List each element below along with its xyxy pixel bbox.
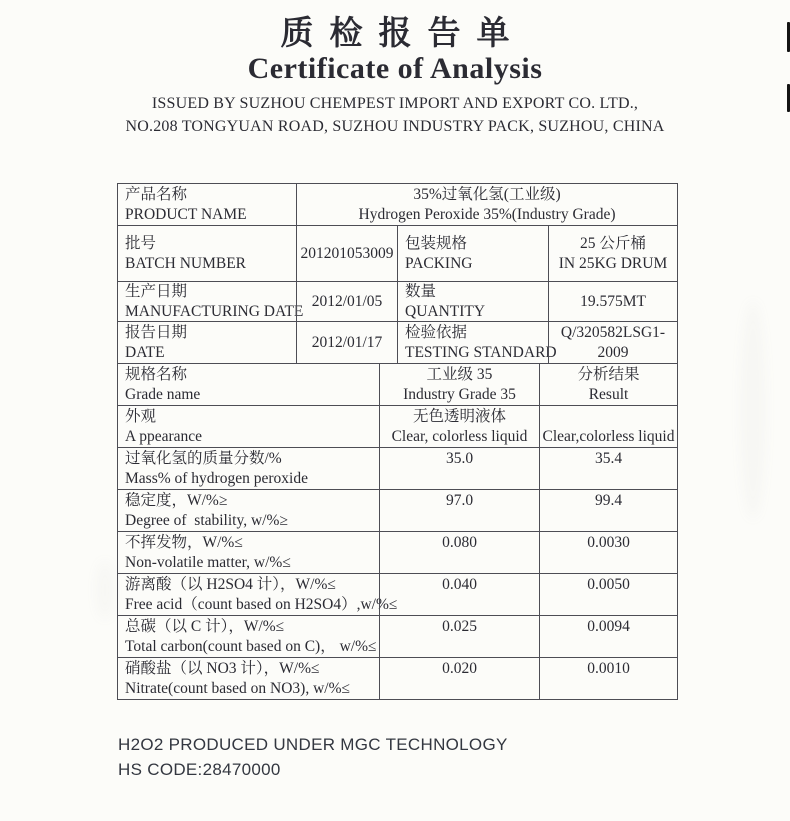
spec-value-line2: Clear, colorless liquid <box>391 427 528 445</box>
testing-standard-label-cell <box>397 322 557 363</box>
spec-label-cell <box>118 658 379 699</box>
mfg-date-label-en: MANUFACTURING DATE <box>125 302 304 320</box>
spec-value-line2 <box>380 469 539 489</box>
quantity-value: 19.575MT <box>580 292 646 310</box>
scan-smudge <box>96 560 114 620</box>
spec-value-cell <box>379 532 539 573</box>
batch-number-label-cell <box>118 226 296 281</box>
mfg-date-label-zh: 生产日期 <box>125 282 188 300</box>
batch-label-zh: 批号 <box>125 234 157 252</box>
result-value-cell <box>539 574 677 615</box>
grade-name-label-cell <box>118 364 379 405</box>
spec-value-cell <box>379 406 539 447</box>
packing-value-zh: 25 公斤桶 <box>580 234 646 252</box>
batch-number-value-cell <box>296 226 397 281</box>
testing-standard-label-zh: 检验依据 <box>405 323 468 341</box>
spec-label-en: Non-volatile matter, w/%≤ <box>125 553 291 571</box>
grade-header-zh: 工业级 35 <box>426 365 493 383</box>
spec-value-line2 <box>380 553 539 573</box>
spec-value-line1: 97.0 <box>445 491 474 509</box>
packing-label-en: PACKING <box>405 254 473 272</box>
product-name-label-en: PRODUCT NAME <box>125 205 247 223</box>
quantity-value-cell <box>548 282 677 321</box>
spec-label-cell <box>118 532 379 573</box>
packing-value-en: IN 25KG DRUM <box>558 254 668 272</box>
spec-label-en: A ppearance <box>125 427 203 445</box>
row-mass-percent <box>118 447 677 489</box>
spec-value-line2 <box>380 595 539 615</box>
quantity-label-cell <box>397 282 548 321</box>
grade-column-header-cell <box>379 364 539 405</box>
result-header-en: Result <box>588 385 629 403</box>
mfg-date-value: 2012/01/05 <box>311 292 383 310</box>
testing-standard-value-line2: 2009 <box>597 343 629 361</box>
result-value-line2: Clear,colorless liquid <box>542 427 675 445</box>
issuer-line-2: NO.208 TONGYUAN ROAD, SUZHOU INDUSTRY PACK, SUZHOU, CHINA <box>125 118 665 135</box>
spec-label-en: Total carbon(count based on C)， w/%≤ <box>125 637 377 655</box>
issuer-line-1: ISSUED BY SUZHOU CHEMPEST IMPORT AND EXPORT CO. LTD., <box>151 95 639 112</box>
result-value-line1 <box>540 407 677 427</box>
result-value-cell <box>539 658 677 699</box>
result-value-line1: 0.0010 <box>587 659 630 677</box>
result-value-line2 <box>540 679 677 699</box>
result-column-header-cell <box>539 364 677 405</box>
row-grade-header <box>118 363 677 405</box>
result-value-cell <box>539 448 677 489</box>
spec-label-zh: 过氧化氢的质量分数/% <box>125 449 282 467</box>
testing-standard-label-en: TESTING STANDARD <box>405 343 557 361</box>
spec-value-line1: 0.020 <box>442 659 477 677</box>
spec-value-cell <box>379 448 539 489</box>
result-value-line1: 0.0050 <box>587 575 630 593</box>
product-name-value-en: Hydrogen Peroxide 35%(Industry Grade) <box>358 205 616 223</box>
result-value-line1: 0.0094 <box>587 617 630 635</box>
batch-number-value: 201201053009 <box>300 244 394 262</box>
page-title-english: Certificate of Analysis <box>247 52 543 85</box>
spec-label-zh: 总碳（以 C 计），W/%≤ <box>125 617 285 635</box>
product-name-value-zh: 35%过氧化氢(工业级) <box>413 185 561 203</box>
grade-name-label-en: Grade name <box>125 385 201 403</box>
row-free-acid <box>118 573 677 615</box>
mfg-date-label-cell <box>118 282 304 321</box>
spec-value-cell <box>379 574 539 615</box>
row-total-carbon <box>118 615 677 657</box>
report-date-label-en: DATE <box>125 343 165 361</box>
packing-value-cell <box>548 226 677 281</box>
grade-name-label-zh: 规格名称 <box>125 365 188 383</box>
report-date-value-cell <box>296 322 397 363</box>
result-value-cell <box>539 616 677 657</box>
spec-label-cell <box>118 616 379 657</box>
quantity-label-zh: 数量 <box>405 282 437 300</box>
spec-label-en: Degree of stability, w/%≥ <box>125 511 288 529</box>
result-header-zh: 分析结果 <box>577 365 640 383</box>
spec-label-cell <box>118 448 379 489</box>
spec-label-en: Free acid（count based on H2SO4）,w/%≤ <box>125 595 398 613</box>
spec-value-cell <box>379 616 539 657</box>
packing-label-cell <box>397 226 548 281</box>
mfg-date-value-cell <box>296 282 397 321</box>
row-product-name <box>118 184 677 225</box>
row-appearance <box>118 405 677 447</box>
footer-technology-note: H2O2 PRODUCED UNDER MGC TECHNOLOGY <box>118 735 508 754</box>
row-date-standard <box>118 321 677 363</box>
spec-label-zh: 硝酸盐（以 NO3 计），W/%≤ <box>125 659 320 677</box>
spec-value-line1: 0.040 <box>442 575 477 593</box>
scan-smudge <box>740 300 766 520</box>
grade-header-en: Industry Grade 35 <box>403 385 516 403</box>
result-value-cell <box>539 406 677 447</box>
result-value-line2 <box>540 469 677 489</box>
row-mfgdate-quantity <box>118 281 677 321</box>
result-value-line1: 0.0030 <box>587 533 630 551</box>
result-value-line2 <box>540 595 677 615</box>
spec-value-line1: 0.025 <box>442 617 477 635</box>
result-value-line1: 35.4 <box>594 449 623 467</box>
spec-value-line2 <box>380 511 539 531</box>
quantity-label-en: QUANTITY <box>405 302 486 320</box>
spec-label-zh: 外观 <box>125 407 157 425</box>
product-name-label-cell <box>118 184 296 225</box>
spec-value-line1: 35.0 <box>445 449 474 467</box>
analysis-table <box>117 183 678 700</box>
report-date-value: 2012/01/17 <box>311 333 383 351</box>
spec-label-cell <box>118 490 379 531</box>
product-name-value-cell <box>296 184 677 225</box>
row-stability <box>118 489 677 531</box>
spec-label-en: Mass% of hydrogen peroxide <box>125 469 308 487</box>
result-value-line1: 99.4 <box>594 491 623 509</box>
testing-standard-value-line1: Q/320582LSG1- <box>560 323 666 341</box>
spec-value-line1: 无色透明液体 <box>412 407 506 425</box>
testing-standard-value-cell <box>548 322 677 363</box>
page-title-chinese: 质检报告单 <box>280 16 526 52</box>
result-value-line2 <box>540 637 677 657</box>
result-value-line2 <box>540 511 677 531</box>
packing-label-zh: 包装规格 <box>405 234 468 252</box>
result-value-cell <box>539 490 677 531</box>
report-date-label-zh: 报告日期 <box>125 323 188 341</box>
spec-label-zh: 游离酸（以 H2SO4 计），W/%≤ <box>125 575 336 593</box>
spec-value-cell <box>379 658 539 699</box>
report-date-label-cell <box>118 322 296 363</box>
result-value-line2 <box>540 553 677 573</box>
batch-label-en: BATCH NUMBER <box>125 254 247 272</box>
spec-value-line2 <box>380 679 539 699</box>
product-name-label-zh: 产品名称 <box>125 185 188 203</box>
spec-label-en: Nitrate(count based on NO3), w/%≤ <box>125 679 351 697</box>
spec-label-zh: 稳定度，W/%≥ <box>125 491 228 509</box>
spec-label-cell <box>118 406 379 447</box>
row-batch-packing <box>118 225 677 281</box>
row-non-volatile <box>118 531 677 573</box>
spec-label-cell <box>118 574 398 615</box>
row-nitrate <box>118 657 677 699</box>
spec-label-zh: 不挥发物，W/%≤ <box>125 533 243 551</box>
spec-value-cell <box>379 490 539 531</box>
footer-hs-code: HS CODE:28470000 <box>118 760 281 779</box>
spec-value-line2 <box>380 637 539 657</box>
result-value-cell <box>539 532 677 573</box>
spec-value-line1: 0.080 <box>442 533 477 551</box>
